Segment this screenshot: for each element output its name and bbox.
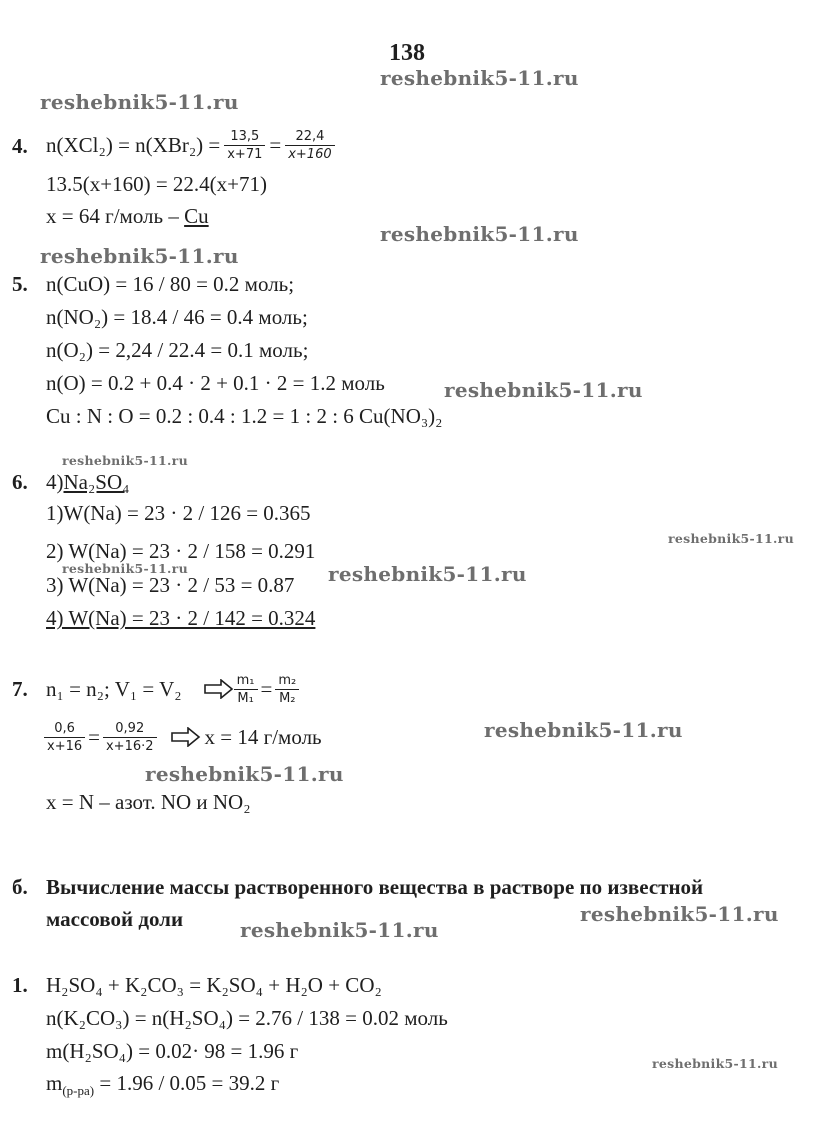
task1-line4-rest: = 1.96 / 0.05 = 39.2 г xyxy=(94,1071,280,1095)
task4-line1 xyxy=(46,124,335,166)
watermark: reshebnik5-11.ru xyxy=(484,718,683,742)
task4-line3 xyxy=(46,204,209,228)
fraction-bottom: x+16·2 xyxy=(105,738,154,754)
task5-line2: n(NO₂) = 18.4 / 46 = 0.4 моль; xyxy=(46,305,308,329)
fraction-top: 22,4 xyxy=(285,129,334,146)
watermark: reshebnik5-11.ru xyxy=(240,918,439,942)
task5-line4: n(O) = 0.2 + 0.4 · 2 + 0.1 · 2 = 1.2 моль xyxy=(46,371,385,395)
task7-line2 xyxy=(44,716,322,758)
implies-arrow-icon xyxy=(171,727,201,747)
equals-sign: = xyxy=(269,133,282,157)
solution-subscript: (р-ра) xyxy=(62,1083,95,1099)
section-title-line2: массовой доли xyxy=(46,907,184,931)
fraction-bottom: M₁ xyxy=(237,690,254,706)
task1-line3: m(H₂SO₄) = 0.02· 98 = 1.96 г xyxy=(46,1039,299,1063)
fraction xyxy=(103,721,157,754)
fraction xyxy=(44,721,85,754)
task1-line2: n(K₂CO₃) = n(H₂SO₄) = 2.76 / 138 = 0.02 моль xyxy=(46,1006,448,1030)
task6-line2: 2) W(Na) = 23 · 2 / 158 = 0.291 xyxy=(46,539,316,563)
task5-line1: n(CuO) = 16 / 80 = 0.2 моль; xyxy=(46,272,295,296)
watermark: reshebnik5-11.ru xyxy=(380,66,579,90)
task6-line1: 1)W(Na) = 23 · 2 / 126 = 0.365 xyxy=(46,501,311,525)
fraction xyxy=(234,673,258,706)
fraction xyxy=(275,673,299,706)
task7-line1-text: n₁ = n₂; V₁ = V₂ xyxy=(46,677,182,701)
task7-line3: x = N – азот. NO и NO₂ xyxy=(46,790,251,814)
task6-answer-prefix: 4) xyxy=(46,470,64,494)
fraction-top: 0,92 xyxy=(103,721,157,738)
watermark: reshebnik5-11.ru xyxy=(62,453,188,468)
task7-result: x = 14 г/моль xyxy=(204,725,322,749)
watermark: reshebnik5-11.ru xyxy=(380,222,579,246)
fraction xyxy=(285,129,334,162)
watermark: reshebnik5-11.ru xyxy=(145,762,344,786)
section-title-line1: Вычисление массы растворенного вещества в растворе по известной xyxy=(46,875,704,899)
task6-line4: 4) W(Na) = 23 · 2 / 142 = 0.324 xyxy=(46,606,316,630)
task5-line3: n(O₂) = 2,24 / 22.4 = 0.1 моль; xyxy=(46,338,309,362)
fraction-top: 13,5 xyxy=(224,129,265,146)
task4-line2: 13.5(x+160) = 22.4(x+71) xyxy=(46,172,268,196)
fraction-top: m₂ xyxy=(275,673,299,690)
fraction-top: m₁ xyxy=(234,673,258,690)
task-number: 6. xyxy=(12,470,28,494)
watermark: reshebnik5-11.ru xyxy=(668,531,794,546)
task5-line5: Cu : N : O = 0.2 : 0.4 : 1.2 = 1 : 2 : 6 Cu(NO₃)₂ xyxy=(46,404,443,428)
task4-line3-prefix: x = 64 г/моль – xyxy=(46,204,185,228)
fraction xyxy=(224,129,265,162)
watermark: reshebnik5-11.ru xyxy=(40,244,239,268)
task4-lhs: n(XCl₂) = n(XBr₂) = xyxy=(46,133,221,157)
watermark: reshebnik5-11.ru xyxy=(580,902,779,926)
watermark: reshebnik5-11.ru xyxy=(40,90,239,114)
watermark: reshebnik5-11.ru xyxy=(328,562,527,586)
task1-line1: H₂SO₄ + K₂CO₃ = K₂SO₄ + H₂O + CO₂ xyxy=(46,973,382,997)
page-number: 138 xyxy=(389,40,425,66)
fraction-bottom: x+160 xyxy=(288,146,332,162)
mass-symbol: m xyxy=(46,1071,63,1095)
implies-arrow-icon xyxy=(204,679,234,699)
fraction-bottom: M₂ xyxy=(279,690,296,706)
section-number: б. xyxy=(12,875,28,899)
task7-line1 xyxy=(46,668,299,710)
task6-line3: 3) W(Na) = 23 · 2 / 53 = 0.87 xyxy=(46,573,295,597)
task6-answer: Na₂SO₄ xyxy=(63,470,130,494)
watermark: reshebnik5-11.ru xyxy=(652,1056,778,1071)
task-number: 4. xyxy=(12,134,28,158)
fraction-top: 0,6 xyxy=(44,721,85,738)
task-number: 1. xyxy=(12,973,28,997)
watermark: reshebnik5-11.ru xyxy=(62,561,188,576)
task1-line4 xyxy=(46,1071,279,1103)
equals-sign: = xyxy=(260,677,273,701)
watermark: reshebnik5-11.ru xyxy=(444,378,643,402)
task-number: 7. xyxy=(12,677,28,701)
fraction-bottom: x+16 xyxy=(47,738,83,754)
task-number: 5. xyxy=(12,272,28,296)
equals-sign: = xyxy=(88,725,100,749)
task6-answer-line xyxy=(46,470,129,494)
fraction-bottom: x+71 xyxy=(227,146,263,162)
task4-answer: Cu xyxy=(184,204,209,228)
